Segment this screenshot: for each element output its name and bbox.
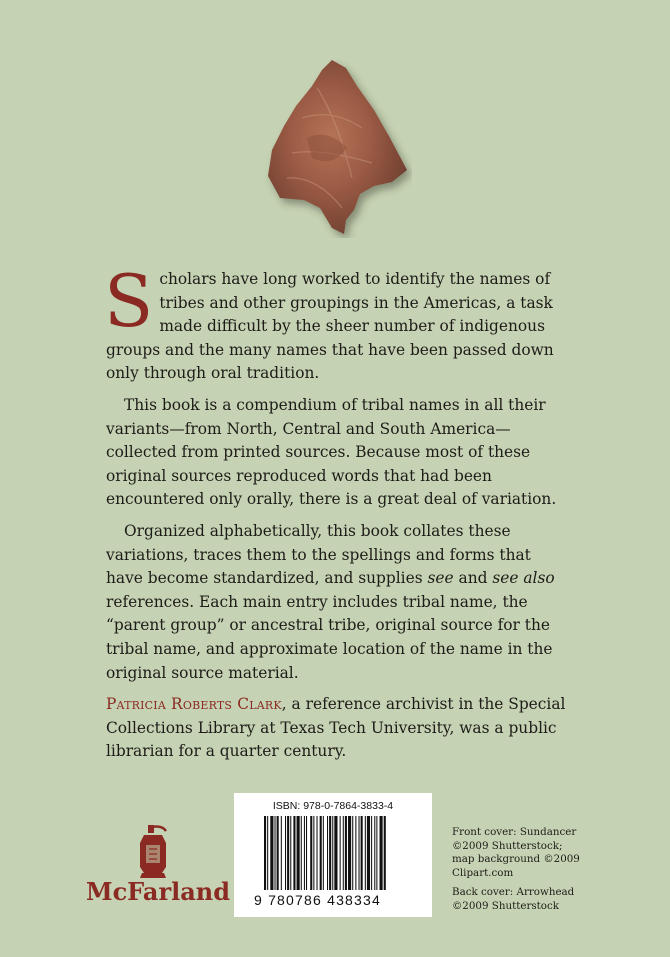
blurb-paragraph-2: This book is a compendium of tribal names in all their variants—from North, Central and South America—collected from printed sources. Because most of these original sources reproduced words that had been encountered only orally, there is a great deal of variation. xyxy=(106,395,557,509)
blurb-paragraph-3-text-b: references. Each main entry includes tribal name, the “parent group” or ancestral tribe, original source for the tribal name, and approximate location of the name in the original source material. xyxy=(106,592,553,682)
credit-line: ©2009 Shutterstock; xyxy=(452,839,563,852)
author-bio xyxy=(106,693,570,764)
publisher-logo xyxy=(86,823,230,913)
see-italic: see xyxy=(427,569,454,588)
back-cover-blurb xyxy=(104,259,570,772)
author-name: Patricia Roberts Clark xyxy=(106,695,282,714)
author-bio-text: , a reference archivist in the Special Collections Library at Texas Tech University, was a public librarian for a quarter century. xyxy=(106,695,566,761)
blurb-paragraph-1 xyxy=(104,259,570,386)
publisher-name: McFarland xyxy=(86,877,230,906)
lantern-icon xyxy=(136,823,180,879)
front-cover-credit xyxy=(452,826,592,880)
arrowhead-image xyxy=(262,58,412,238)
barcode-number: 9 780786 438334 xyxy=(254,892,381,908)
credit-line: ©2009 Shutterstock xyxy=(452,899,560,912)
blurb-paragraph-1-text: cholars have long worked to identify the names of tribes and other groupings in the Americas, a task made difficult by the sheer number of indigenous groups and the many names that have been passed down only through oral tradition. xyxy=(106,270,554,383)
barcode-panel xyxy=(234,793,432,917)
cover-credits xyxy=(452,826,592,920)
barcode-image xyxy=(264,816,404,890)
credit-line: Back cover: Arrowhead xyxy=(452,886,575,899)
credit-line: Front cover: Sundancer xyxy=(452,826,577,838)
isbn-label: ISBN: 978-0-7864-3833-4 xyxy=(272,800,394,812)
drop-cap: S xyxy=(104,259,154,343)
credit-line: Clipart.com xyxy=(452,866,514,879)
blurb-paragraph-3-and: and xyxy=(453,569,493,588)
blurb-paragraph-3 xyxy=(106,520,570,685)
credit-line: map background ©2009 xyxy=(452,853,580,866)
back-cover-credit xyxy=(452,886,592,913)
blurb-paragraph-3-text-a: Organized alphabetically, this book collates these variations, traces them to the spellings and forms that have become standardized, and supplies xyxy=(106,521,531,588)
see-also-italic: see also xyxy=(492,569,555,588)
